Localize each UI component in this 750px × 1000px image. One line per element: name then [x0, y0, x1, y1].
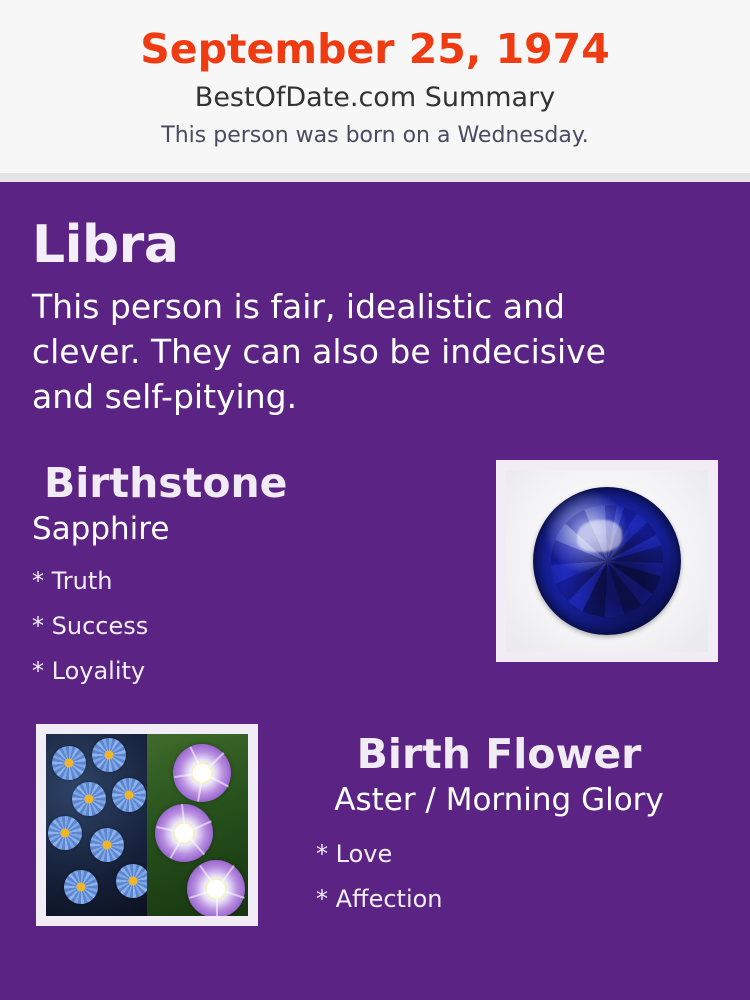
aster-flower-icon — [64, 870, 98, 904]
zodiac-description: This person is fair, idealistic and clever. They can also be indecisive and self-pitying. — [32, 287, 606, 416]
weekday-note: This person was born on a Wednesday. — [161, 123, 589, 148]
aster-flower-icon — [52, 746, 86, 780]
aster-photo-half — [46, 734, 147, 916]
header-divider — [0, 173, 750, 182]
morning-glory-icon — [187, 860, 245, 916]
sapphire-gem-photo — [496, 460, 718, 662]
gem-photo-inner — [506, 470, 708, 652]
birth-flower-traits — [316, 832, 718, 922]
flower-photo-inner — [46, 734, 248, 916]
zodiac-section — [32, 216, 718, 419]
morning-glory-icon — [155, 804, 213, 862]
aster-flower-icon — [90, 828, 124, 862]
birth-flower-title: Birth Flower — [356, 730, 642, 778]
birthstone-name: Sapphire — [32, 511, 170, 547]
aster-flower-icon — [72, 782, 106, 816]
aster-flower-icon — [92, 738, 126, 772]
list-item: * Loyality — [32, 657, 146, 685]
aster-morning-glory-photo — [36, 724, 258, 926]
page-title: September 25, 1974 — [140, 25, 610, 73]
aster-flower-icon — [48, 816, 82, 850]
morning-glory-photo-half — [147, 734, 248, 916]
zodiac-sign-name: Libra — [32, 215, 179, 275]
birth-flower-section — [32, 724, 718, 944]
site-summary-subtitle: BestOfDate.com Summary — [194, 82, 556, 113]
birth-flower-name: Aster / Morning Glory — [334, 782, 664, 818]
aster-flower-icon — [116, 864, 147, 898]
list-item: * Truth — [32, 567, 113, 595]
birth-flower-text — [280, 730, 718, 922]
card-header — [0, 0, 750, 173]
sapphire-icon — [533, 487, 681, 635]
birthstone-title: Birthstone — [44, 459, 288, 507]
aster-flower-icon — [112, 778, 146, 812]
birthstone-section — [32, 459, 718, 694]
list-item: * Affection — [316, 885, 443, 913]
morning-glory-icon — [173, 744, 231, 802]
card-body — [0, 216, 750, 944]
list-item: * Success — [32, 612, 149, 640]
list-item: * Love — [316, 840, 393, 868]
